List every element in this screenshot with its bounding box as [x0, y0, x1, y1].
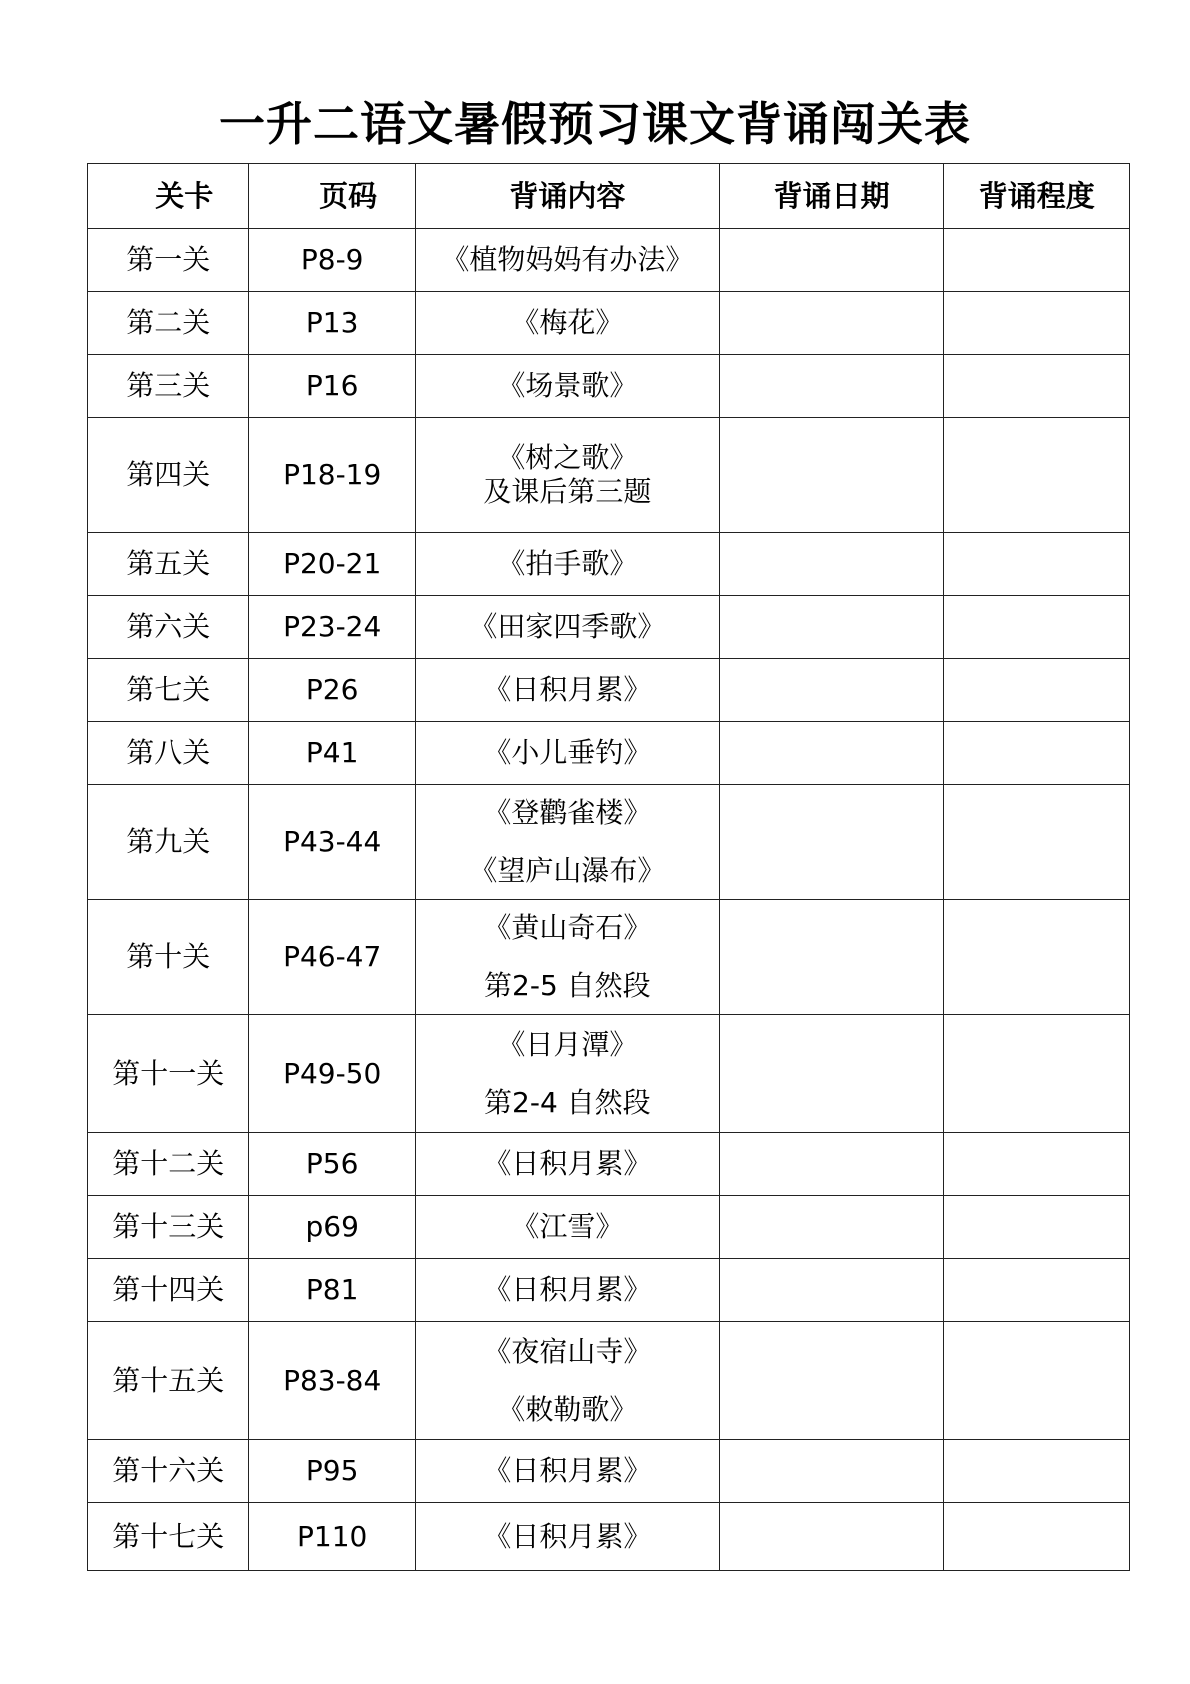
table-row: [88, 1440, 1130, 1503]
header-content: 背诵内容: [415, 164, 719, 229]
content-line: 及课后第三题: [483, 475, 652, 508]
content-line: 《日月潭》: [497, 1027, 638, 1061]
content-line: 《望庐山瀑布》: [469, 854, 666, 887]
cell-page: P56: [249, 1133, 415, 1196]
cell-content: [415, 1440, 719, 1503]
cell-page: P18-19: [249, 418, 415, 533]
cell-progress: [944, 785, 1130, 900]
content-line: 《日积月累》: [483, 1519, 652, 1553]
cell-page: P8-9: [249, 229, 415, 292]
table-row: [88, 1133, 1130, 1196]
content-line: 《日积月累》: [483, 1147, 652, 1180]
cell-progress: [944, 722, 1130, 785]
table-row: [88, 1196, 1130, 1259]
header-progress: 背诵程度: [944, 164, 1130, 229]
cell-progress: [944, 229, 1130, 292]
cell-progress: [944, 292, 1130, 355]
cell-date: [719, 900, 944, 1015]
cell-level: 第十六关: [88, 1440, 249, 1503]
content-line: 《江雪》: [511, 1210, 624, 1243]
cell-page: P13: [249, 292, 415, 355]
cell-content: [415, 229, 719, 292]
cell-progress: [944, 1440, 1130, 1503]
cell-content: [415, 596, 719, 659]
cell-date: [719, 1322, 944, 1440]
cell-page: P16: [249, 355, 415, 418]
content-line: 《日积月累》: [483, 1454, 652, 1487]
cell-level: 第十三关: [88, 1196, 249, 1259]
cell-progress: [944, 418, 1130, 533]
table-row: [88, 722, 1130, 785]
table-row: [88, 1503, 1130, 1571]
cell-date: [719, 533, 944, 596]
content-line: 《植物妈妈有办法》: [441, 243, 694, 276]
cell-content: [415, 722, 719, 785]
cell-page: P95: [249, 1440, 415, 1503]
cell-page: P83-84: [249, 1322, 415, 1440]
cell-page: P49-50: [249, 1015, 415, 1133]
cell-progress: [944, 900, 1130, 1015]
content-line: 《场景歌》: [497, 369, 638, 402]
cell-level: 第十五关: [88, 1322, 249, 1440]
cell-page: P81: [249, 1259, 415, 1322]
cell-date: [719, 1133, 944, 1196]
cell-content: [415, 1015, 719, 1133]
cell-page: P110: [249, 1503, 415, 1571]
cell-content: [415, 900, 719, 1015]
cell-level: 第十二关: [88, 1133, 249, 1196]
content-line: 《敕勒歌》: [497, 1392, 638, 1426]
content-line: 《夜宿山寺》: [483, 1334, 652, 1368]
cell-level: 第五关: [88, 533, 249, 596]
table-row: [88, 596, 1130, 659]
header-level: 关卡: [88, 164, 249, 229]
cell-content: [415, 1503, 719, 1571]
content-line: 《登鹳雀楼》: [483, 796, 652, 829]
cell-content: [415, 355, 719, 418]
cell-date: [719, 659, 944, 722]
cell-content: [415, 292, 719, 355]
page-title: 一升二语文暑假预习课文背诵闯关表: [219, 97, 971, 151]
cell-date: [719, 292, 944, 355]
cell-progress: [944, 1133, 1130, 1196]
cell-progress: [944, 1322, 1130, 1440]
cell-page: P41: [249, 722, 415, 785]
table-row: [88, 1322, 1130, 1440]
table-row: [88, 418, 1130, 533]
cell-level: 第十四关: [88, 1259, 249, 1322]
table-row: [88, 292, 1130, 355]
cell-level: 第二关: [88, 292, 249, 355]
table-row: [88, 229, 1130, 292]
cell-date: [719, 1440, 944, 1503]
content-line: 《日积月累》: [483, 673, 652, 706]
cell-progress: [944, 1015, 1130, 1133]
cell-date: [719, 596, 944, 659]
cell-content: [415, 1133, 719, 1196]
cell-page: P46-47: [249, 900, 415, 1015]
content-line: 第2-5 自然段: [484, 969, 651, 1002]
cell-content: [415, 533, 719, 596]
cell-level: 第三关: [88, 355, 249, 418]
cell-content: [415, 1196, 719, 1259]
cell-page: P43-44: [249, 785, 415, 900]
cell-date: [719, 1015, 944, 1133]
table-row: [88, 533, 1130, 596]
content-line: 《黄山奇石》: [483, 911, 652, 944]
cell-date: [719, 1503, 944, 1571]
cell-progress: [944, 1259, 1130, 1322]
table-row: [88, 355, 1130, 418]
header-page: 页码: [249, 164, 415, 229]
cell-date: [719, 418, 944, 533]
content-line: 《小儿垂钓》: [483, 736, 652, 769]
recitation-table: [87, 163, 1130, 1571]
cell-progress: [944, 1503, 1130, 1571]
cell-content: [415, 785, 719, 900]
content-line: 《拍手歌》: [497, 547, 638, 580]
cell-content: [415, 659, 719, 722]
cell-date: [719, 1196, 944, 1259]
cell-page: P23-24: [249, 596, 415, 659]
cell-content: [415, 1322, 719, 1440]
cell-progress: [944, 1196, 1130, 1259]
cell-content: [415, 1259, 719, 1322]
cell-level: 第四关: [88, 418, 249, 533]
table-body: [88, 229, 1130, 1571]
cell-progress: [944, 596, 1130, 659]
content-line: 《梅花》: [511, 306, 624, 339]
cell-level: 第八关: [88, 722, 249, 785]
table-row: [88, 1015, 1130, 1133]
table-row: [88, 1259, 1130, 1322]
cell-page: P20-21: [249, 533, 415, 596]
cell-date: [719, 1259, 944, 1322]
cell-date: [719, 355, 944, 418]
content-line: 第2-4 自然段: [484, 1085, 651, 1119]
table-row: [88, 785, 1130, 900]
content-line: 《树之歌》: [497, 441, 638, 474]
table-row: [88, 900, 1130, 1015]
content-line: 《田家四季歌》: [469, 610, 666, 643]
cell-level: 第九关: [88, 785, 249, 900]
table-header-row: [88, 164, 1130, 229]
cell-date: [719, 229, 944, 292]
cell-level: 第七关: [88, 659, 249, 722]
content-line: 《日积月累》: [483, 1273, 652, 1306]
table-row: [88, 659, 1130, 722]
cell-page: p69: [249, 1196, 415, 1259]
cell-date: [719, 722, 944, 785]
cell-progress: [944, 659, 1130, 722]
cell-date: [719, 785, 944, 900]
cell-level: 第六关: [88, 596, 249, 659]
cell-progress: [944, 533, 1130, 596]
cell-content: [415, 418, 719, 533]
header-date: 背诵日期: [719, 164, 944, 229]
cell-level: 第一关: [88, 229, 249, 292]
cell-level: 第十关: [88, 900, 249, 1015]
cell-page: P26: [249, 659, 415, 722]
cell-level: 第十一关: [88, 1015, 249, 1133]
cell-level: 第十七关: [88, 1503, 249, 1571]
cell-progress: [944, 355, 1130, 418]
